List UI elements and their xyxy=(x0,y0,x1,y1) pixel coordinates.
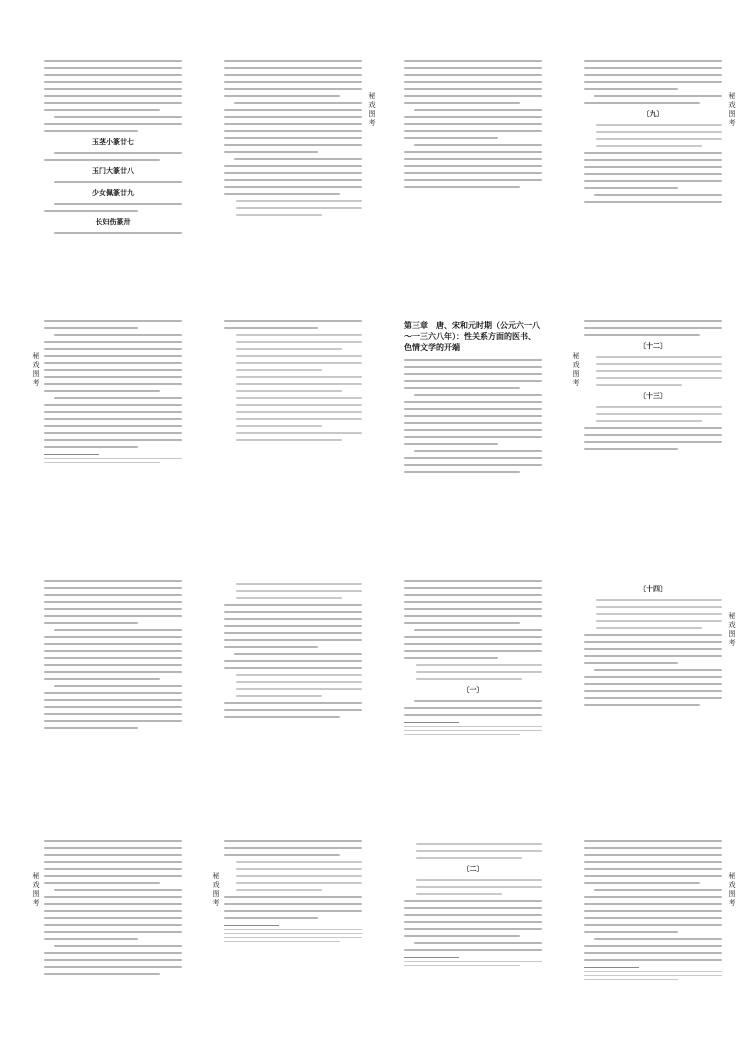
section-heading: 〔十二〕 xyxy=(639,341,667,350)
book-page xyxy=(210,810,378,1048)
running-head: 秘戏图考 xyxy=(572,352,580,387)
book-page xyxy=(390,290,558,528)
running-head: 秘戏图考 xyxy=(728,612,736,647)
running-head: 秘戏图考 xyxy=(728,92,736,127)
section-heading: 〔一〕 xyxy=(462,685,484,694)
chapter-title: 第三章 唐、宋和元时期（公元六一八～一三六八年）：性关系方面的医书、色情文学的开端 xyxy=(404,320,540,352)
running-head: 秘戏图考 xyxy=(368,92,376,127)
running-head: 秘戏图考 xyxy=(32,352,40,387)
running-head: 秘戏图考 xyxy=(212,872,220,907)
book-page xyxy=(30,810,198,1048)
book-page xyxy=(390,810,558,1048)
section-heading: 玉茎小篆廿七 xyxy=(92,137,134,146)
book-page xyxy=(30,30,198,268)
book-page xyxy=(570,810,738,1048)
section-heading: 玉门大篆廿八 xyxy=(92,166,134,175)
section-heading: 〔十三〕 xyxy=(639,391,667,400)
section-heading: 长妇伤篆卅 xyxy=(95,217,131,226)
book-page xyxy=(30,290,198,528)
book-page xyxy=(390,30,558,268)
section-heading: 〔二〕 xyxy=(462,864,484,873)
section-heading: 〔九〕 xyxy=(642,109,664,118)
section-heading: 少女佩篆廿九 xyxy=(92,188,134,197)
book-page xyxy=(210,290,378,528)
book-page xyxy=(30,550,198,788)
book-spread-grid xyxy=(20,10,736,1050)
book-page xyxy=(390,550,558,788)
running-head: 秘戏图考 xyxy=(32,872,40,907)
book-page xyxy=(570,30,738,268)
book-page xyxy=(210,30,378,268)
book-page xyxy=(570,550,738,788)
book-page xyxy=(570,290,738,528)
book-page xyxy=(210,550,378,788)
running-head: 秘戏图考 xyxy=(728,872,736,907)
section-heading: 〔十四〕 xyxy=(639,584,667,593)
